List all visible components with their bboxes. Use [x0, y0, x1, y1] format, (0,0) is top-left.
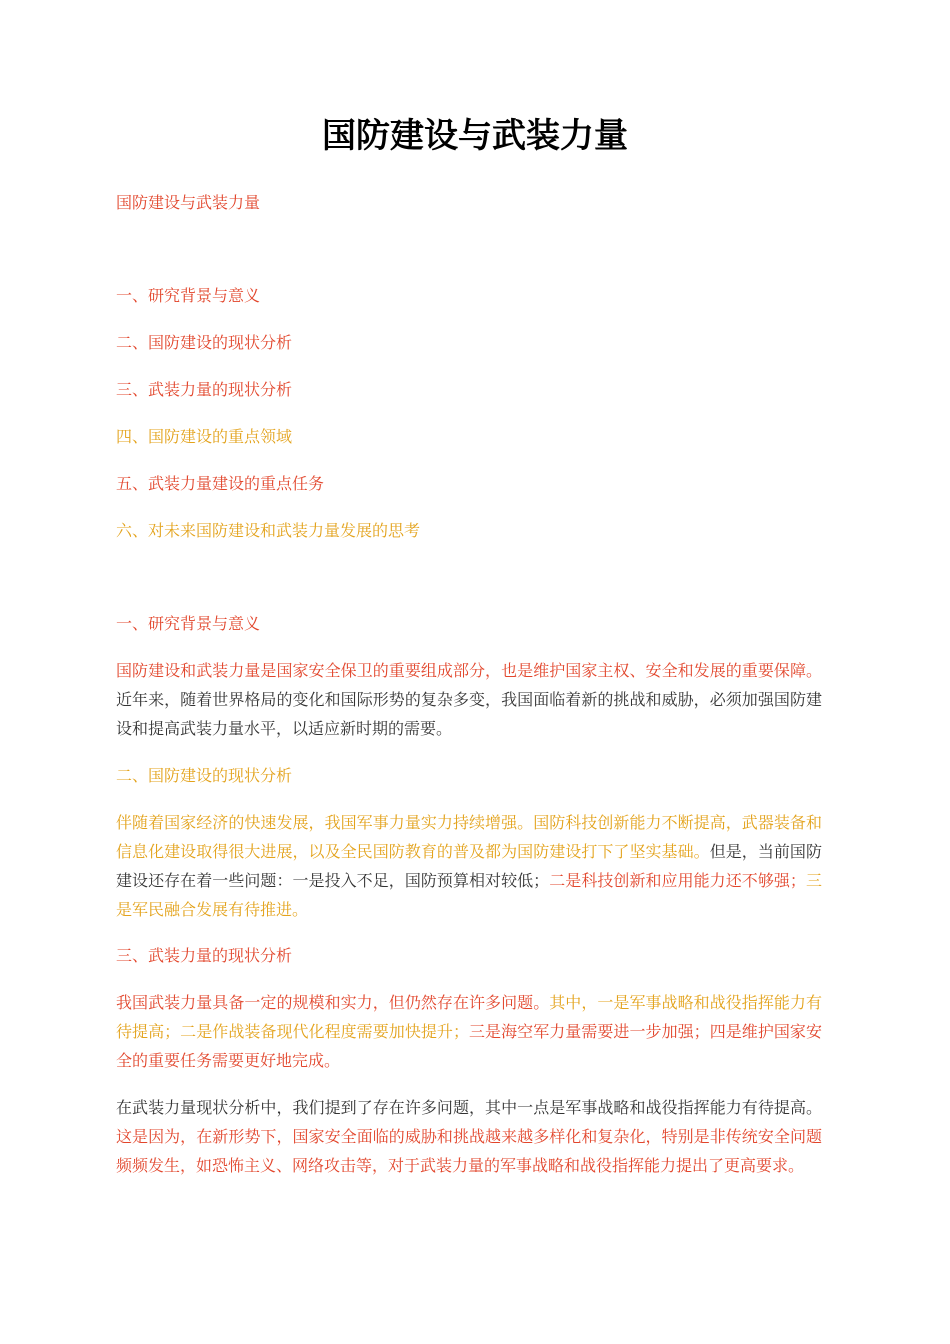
body-sentence: 这是因为，在新形势下，国家安全面临的威胁和挑战越来越多样化和复杂化，特别是非传统安全问题频频发生，如恐怖主义、网络攻击等，对于武装力量的军事战略和战役指挥能力提出了更高要求。 [116, 1127, 822, 1175]
section-body-3 [116, 988, 822, 1075]
body-sentence: 国防科技创新能力不断提高，武器装备和信息化建设取得很大进展，以及全民国防教育的普及都为国防建设打下了坚实基础。 [116, 813, 822, 861]
body-sentence: 我国武装力量具备一定的规模和实力，但仍然存在许多问题。 [116, 993, 550, 1012]
toc-item-4: 四、国防建设的重点领域 [116, 427, 293, 446]
body-sentence: 国防建设和武装力量是国家安全保卫的重要组成部分，也是维护国家主权、安全和发展的重要保障。 [116, 661, 822, 680]
body-sentence: 在武装力量现状分析中，我们提到了存在许多问题，其中一点是军事战略和战役指挥能力有待提高。 [116, 1098, 822, 1117]
toc-item-5: 五、武装力量建设的重点任务 [116, 474, 325, 493]
section-heading-3: 三、武装力量的现状分析 [116, 946, 293, 965]
body-sentence: 伴随着国家经济的快速发展，我国军事力量实力持续增强。 [116, 813, 534, 832]
body-sentence: 三是海空军力量需要进一步加强；四是维护国家安全的重要任务需要更好地完成。 [116, 1022, 822, 1070]
document-subtitle: 国防建设与武装力量 [116, 193, 261, 212]
body-sentence: 二是科技创新和应用能力还不够强； [549, 871, 806, 890]
body-sentence: 但是，当前国防建设还存在着一些问题：一是投入不足，国防预算相对较低； [116, 842, 822, 890]
toc-item-3: 三、武装力量的现状分析 [116, 380, 293, 399]
toc-item-6: 六、对未来国防建设和武装力量发展的思考 [116, 521, 421, 540]
section-body-1 [116, 656, 822, 743]
toc-item-1: 一、研究背景与意义 [116, 286, 261, 305]
analysis-paragraph [116, 1093, 822, 1180]
section-heading-2: 二、国防建设的现状分析 [116, 766, 293, 785]
section-body-2 [116, 808, 822, 924]
section-heading-1: 一、研究背景与意义 [116, 614, 261, 633]
toc-item-2: 二、国防建设的现状分析 [116, 333, 293, 352]
body-sentence: 其中，一是军事战略和战役指挥能力有待提高；二是作战装备现代化程度需要加快提升； [116, 993, 822, 1041]
body-sentence: 近年来，随着世界格局的变化和国际形势的复杂多变，我国面临着新的挑战和威胁，必须加强国防建设和提高武装力量水平，以适应新时期的需要。 [116, 690, 822, 738]
document-title: 国防建设与武装力量 [322, 116, 628, 156]
body-sentence: 三是军民融合发展有待推进。 [116, 871, 822, 919]
